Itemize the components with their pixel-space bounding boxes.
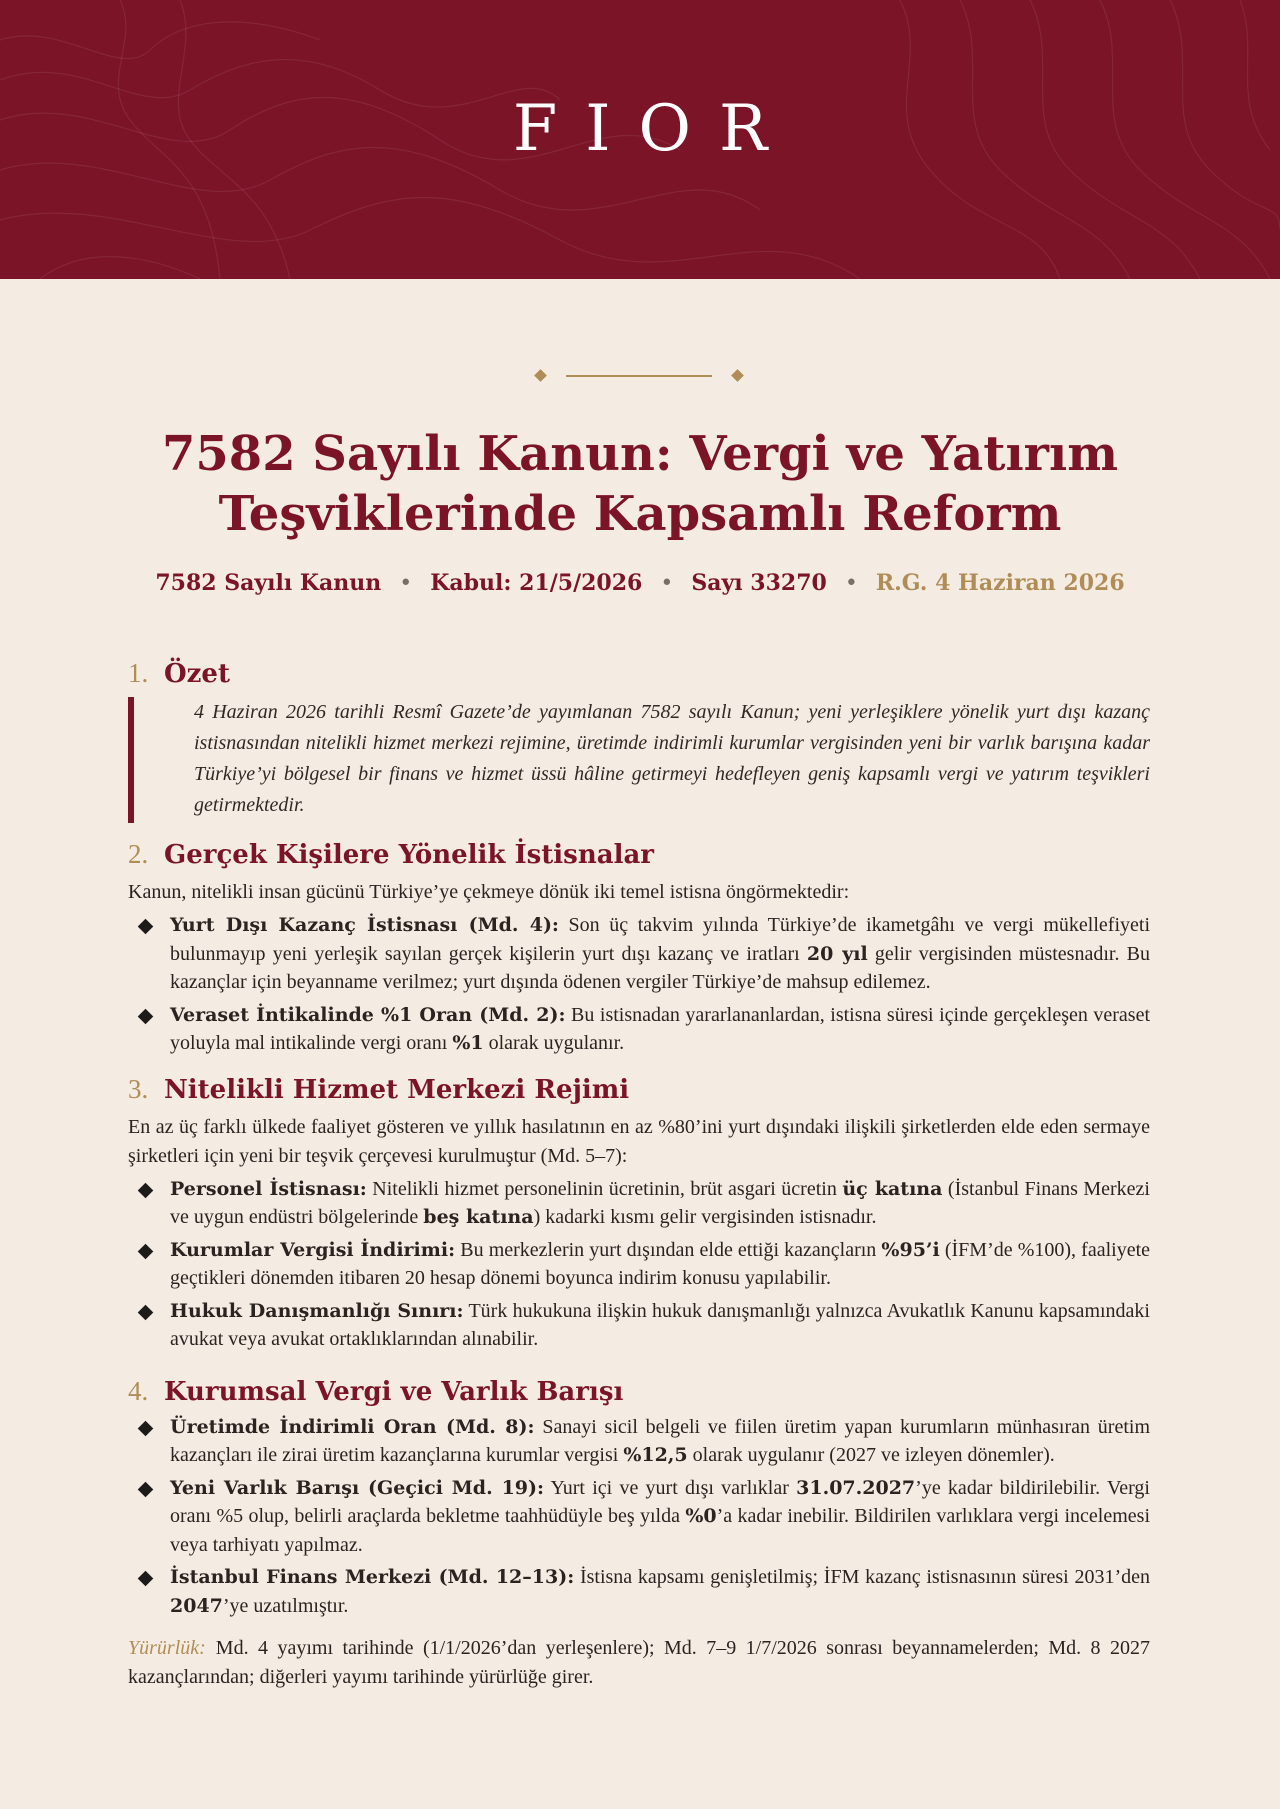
section-individual-exemptions [128, 839, 1150, 1058]
summary-text: 4 Haziran 2026 tarihli Resmî Gazete’de yayımlanan 7582 sayılı Kanun; yeni yerleşiklere yönelik yurt dışı kazanç istisnasından nitelikli hizmet merkezi rejimine, üretimde indirimli kurumlar vergisinden yeni bir varlık barışına kadar Türkiye’yi bölgesel bir finans ve hizmet üssü hâline getirmeyi hedefleyen geniş kapsamlı vergi ve yatırım teşvikleri getirmektedir. [128, 697, 1150, 823]
list-item [128, 1297, 1150, 1354]
meta-issue: Sayı 33270 [691, 570, 827, 596]
diamond-bullet-icon [138, 919, 154, 935]
diamond-bullet-icon [138, 1571, 154, 1587]
list-item [128, 1001, 1150, 1058]
item-text: Bu merkezlerin yurt dışından elde ettiği kazançların [455, 1238, 882, 1261]
section-heading [128, 839, 1150, 870]
list-item [128, 1474, 1150, 1560]
item-text: Yurt içi ve yurt dışı varlıklar [544, 1476, 797, 1499]
bullet-list [128, 1413, 1150, 1621]
section-number: 4. [128, 1375, 149, 1406]
header-banner [0, 0, 1280, 279]
document-body [128, 658, 1150, 1692]
title-line-1: 7582 Sayılı Kanun: Vergi ve Yatırım [162, 426, 1118, 482]
item-label: İstanbul Finans Merkezi (Md. 12–13): [170, 1566, 575, 1588]
section-summary [128, 658, 1150, 823]
effective-date-note [128, 1634, 1150, 1692]
section-title: Nitelikli Hizmet Merkezi Rejimi [164, 1074, 630, 1105]
item-text: ’ye kadar bildirilebilir. Vergi oranı %5 olup, belirli araçlarda bekletme taahhüdüyle beş yılda [170, 1476, 1150, 1527]
diamond-bullet-icon [138, 1243, 154, 1259]
section-intro: Kanun, nitelikli insan gücünü Türkiye’ye çekmeye dönük iki temel istisna öngörmektedir: [128, 881, 850, 903]
effective-label: Yürürlük: [128, 1637, 206, 1659]
section-number: 2. [128, 839, 149, 869]
diamond-bullet-icon [138, 1420, 154, 1436]
diamond-bullet-icon [138, 1304, 154, 1320]
section-number: 1. [128, 658, 149, 688]
item-label: Yurt Dışı Kazanç İstisnası (Md. 4): [170, 914, 559, 936]
meta-adopted: Kabul: 21/5/2026 [430, 570, 643, 596]
item-label: Kurumlar Vergisi İndirimi: [170, 1238, 456, 1261]
diamond-bullet-icon [138, 1008, 154, 1024]
bullet-list [128, 911, 1150, 1058]
diamond-bullet-icon [138, 1182, 154, 1198]
item-emphasis: beş katına [423, 1206, 534, 1228]
item-text: (İstanbul Finans Merkezi ve uygun endüstri bölgelerinde [170, 1177, 1150, 1228]
item-text: olarak uygulanır. [483, 1032, 625, 1054]
law-meta [60, 570, 1220, 596]
meta-separator: • [844, 571, 858, 596]
section-intro: En az üç farklı ülkede faaliyet gösteren ve yıllık hasılatının en az %80’ini yurt dışındaki ilişkili şirketlerden elde eden sermaye şirketleri için yeni bir teşvik çerçevesi kurulmuştur (Md. 5–7): [128, 1115, 1150, 1167]
item-text: Son üç takvim yılında Türkiye’de ikametgâhı ve vergi mükellefiyeti bulunmayıp yeni yerleşik sayılan gerçek kişilerin yurt dışı kazanç ve iratları [170, 914, 1150, 965]
item-label: Üretimde İndirimli Oran (Md. 8): [170, 1415, 535, 1438]
page-title [60, 424, 1220, 544]
brand-logo: FIOR [512, 92, 796, 166]
item-emphasis: %1 [452, 1032, 484, 1054]
bullet-list [128, 1175, 1150, 1354]
item-emphasis: 31.07.2027 [796, 1476, 916, 1499]
item-emphasis: üç katına [842, 1177, 943, 1200]
title-line-2: Teşviklerinde Kapsamlı Reform [218, 486, 1062, 542]
list-item [128, 1236, 1150, 1293]
meta-gazette: R.G. 4 Haziran 2026 [875, 570, 1125, 596]
item-label: Hukuk Danışmanlığı Sınırı: [170, 1299, 464, 1322]
list-item [128, 1175, 1150, 1232]
section-heading [128, 1376, 1150, 1407]
meta-law: 7582 Sayılı Kanun [155, 570, 382, 596]
section-title: Özet [164, 659, 230, 689]
item-text: İstisna kapsamı genişletilmiş; İFM kazanç istisnasının süresi 2031’den [574, 1566, 1150, 1588]
meta-separator: • [660, 571, 674, 596]
item-emphasis: %12,5 [623, 1444, 688, 1466]
item-text: gelir vergisinden müstesnadır. Bu kazançlar için beyanname verilmez; yurt dışında ödenen vergiler Türkiye’de mahsup edilemez. [170, 942, 1151, 993]
item-text: Bu istisnadan yararlananlardan, istisna süresi içinde gerçekleşen veraset yoluyla mal intikalinde vergi oranı [170, 1003, 1150, 1054]
section-title: Kurumsal Vergi ve Varlık Barışı [164, 1376, 624, 1407]
item-text: olarak uygulanır (2027 ve izleyen dönemler). [687, 1444, 1055, 1466]
item-text: ’ye uzatılmıştır. [222, 1594, 349, 1617]
meta-separator: • [399, 571, 413, 596]
section-service-center [128, 1074, 1150, 1354]
list-item [128, 1413, 1150, 1470]
item-text: Nitelikli hizmet personelinin ücretinin, brüt asgari ücretin [366, 1177, 843, 1200]
item-text: ) kadarki kısmı gelir vergisinden istisnadır. [533, 1206, 877, 1228]
diamond-bullet-icon [138, 1481, 154, 1497]
section-heading [128, 1074, 1150, 1105]
list-item [128, 911, 1150, 997]
item-label: Yeni Varlık Barışı (Geçici Md. 19): [170, 1476, 545, 1499]
item-emphasis: 20 yıl [806, 942, 868, 965]
item-text: Sanayi sicil belgeli ve fiilen üretim yapan kurumların münhasıran üretim kazançları ile zirai üretim kazançlarına kurumlar vergisi [170, 1415, 1150, 1466]
item-text: ’a kadar inebilir. Bildirilen varlıklara vergi incelemesi veya tarhiyatı yapılmaz. [170, 1505, 1150, 1556]
item-emphasis: 2047 [170, 1594, 223, 1617]
list-item [128, 1563, 1150, 1620]
item-emphasis: %95’i [881, 1238, 940, 1261]
effective-text: Md. 4 yayımı tarihinde (1/1/2026’dan yerleşenlere); Md. 7–9 1/7/2026 sonrası beyannamelerden; Md. 8 2027 kazançlarından; diğerleri yayımı tarihinde yürürlüğe girer. [128, 1637, 1150, 1688]
section-corporate-tax [128, 1376, 1150, 1621]
item-label: Veraset İntikalinde %1 Oran (Md. 2): [170, 1003, 566, 1026]
divider-ornament [530, 366, 750, 388]
item-text: (İFM’de %100), faaliyete geçtikleri dönemden itibaren 20 hesap dönemi boyunca indirim konusu yapılabilir. [170, 1238, 1151, 1289]
section-title: Gerçek Kişilere Yönelik İstisnalar [164, 840, 654, 870]
item-text: Türk hukukuna ilişkin hukuk danışmanlığı yalnızca Avukatlık Kanunu kapsamındaki avukat veya avukat ortaklıklarından alınabilir. [170, 1299, 1150, 1350]
item-emphasis: %0 [685, 1505, 717, 1527]
section-heading [128, 658, 1150, 689]
item-label: Personel İstisnası: [170, 1177, 367, 1200]
section-number: 3. [128, 1073, 149, 1104]
